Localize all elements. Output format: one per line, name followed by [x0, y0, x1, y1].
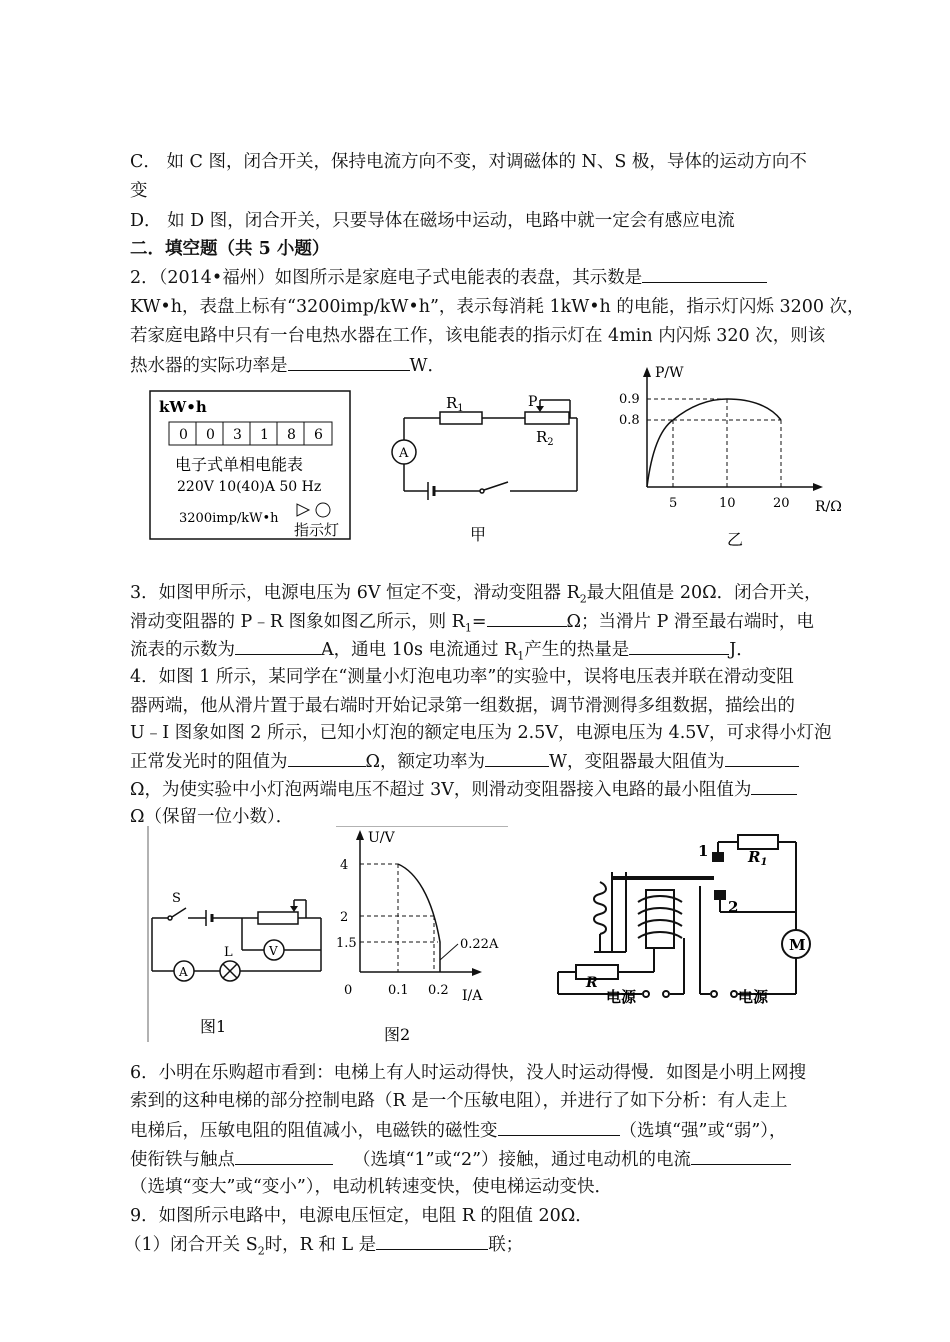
r1-label: $R_1$ [446, 394, 464, 414]
motor-label: M [789, 936, 806, 954]
q4-line1: 4．如图 1 所示，某同学在“测量小灯泡电功率”的实验中，误将电压表并联在滑动变阻 [130, 667, 794, 687]
option-c-line2: 变 [130, 181, 148, 201]
y-axis-label: P/W [655, 365, 684, 381]
contact1-label: 1 [698, 842, 709, 860]
switch-lever [484, 482, 508, 490]
q4-blank-power[interactable] [485, 748, 549, 767]
option-d-line: D． 如 D 图，闭合开关，只要导体在磁场中运动，电路中就一定会有感应电流 [130, 211, 735, 231]
rheostat-r2 [525, 412, 569, 424]
switch-s [172, 908, 186, 917]
caption-fig1: 图1 [200, 1017, 227, 1036]
y-tick: 0.9 [619, 392, 640, 407]
q4-line2: 器两端，他从滑片置于最右端时开始记录第一组数据，调节滑测得多组数据，描绘出的 [130, 696, 795, 716]
meter-name: 电子式单相电能表 [175, 455, 304, 474]
q6-line5: （选填“变大”或“变小”），电动机转速变快，使电梯运动变快． [130, 1177, 613, 1197]
q4-blank-min-r[interactable] [751, 776, 797, 795]
elevator-circuit-figure [550, 822, 840, 1008]
r2-label: $R_2$ [536, 428, 554, 448]
x-axis-label: R/Ω [815, 499, 842, 515]
x-tick: 5 [669, 496, 678, 511]
q3-line2: 滑动变阻器的 P﹣R 图象如图乙所示，则 $R_1= \Omega$；当滑片 P 滑至最右端时，电 [130, 608, 814, 642]
q4-line4: 正常发光时的阻值为 Ω，额定功率为 W，变阻器最大阻值为 [130, 748, 799, 775]
q6-line1: 6．小明在乐购超市看到：电梯上有人时运动得快，没人时运动得慢．如图是小明上网搜 [130, 1063, 807, 1083]
y-axis-arrow-icon [356, 830, 364, 840]
q6-blank-contact[interactable] [235, 1146, 333, 1165]
x-tick: 0.2 [428, 983, 449, 998]
p-label: P [528, 394, 538, 410]
q4-line6: Ω（保留一位小数）． [130, 807, 294, 827]
meter-unit-label: kW•h [159, 398, 207, 416]
q4-line3: U﹣I 图象如图 2 所示，已知小灯泡的额定电压为 2.5V，电源电压为 4.5V，可求得小灯泡 [130, 723, 832, 743]
q6-line2: 索到的这种电梯的部分控制电路（R 是一个压敏电阻），并进行了如下分析：有人走上 [130, 1091, 788, 1111]
graph-yi-figure [615, 365, 855, 550]
q6-blank-current[interactable] [691, 1146, 791, 1165]
meter-digit: 8 [287, 427, 296, 443]
y-tick: 0.8 [619, 413, 640, 428]
graph-fig2-figure [336, 826, 511, 1051]
lamp-label: L [224, 945, 233, 960]
caption-yi: 乙 [727, 530, 744, 549]
q6-blank-magnetism[interactable] [498, 1117, 620, 1136]
q3-blank-heat[interactable] [629, 636, 729, 655]
circuit-jia-figure [380, 388, 585, 548]
resistor-r1 [738, 835, 778, 849]
q2-line4: 热水器的实际功率是 W． [130, 352, 445, 379]
option-c-line1: C． 如 C 图，闭合开关，保持电流方向不变，对调磁体的 N、S 极，导体的运动方向不 [130, 152, 807, 172]
meter-digit: 1 [260, 427, 269, 443]
current-annotation: 0.22A [460, 937, 499, 952]
x-tick: 20 [773, 496, 790, 511]
r-label: R [586, 975, 598, 991]
x-tick: 0.1 [388, 983, 409, 998]
rheostat [258, 912, 298, 924]
meter-imp: 3200imp/kW•h [179, 511, 279, 526]
meter-digit: 0 [206, 427, 215, 443]
x-tick: 10 [719, 496, 736, 511]
y-tick: 2 [340, 910, 349, 925]
meter-lamp-label: 指示灯 [294, 521, 340, 539]
q2-blank-power[interactable] [288, 352, 410, 371]
x-axis-label: I/A [462, 988, 483, 1004]
source1-label: 电源 [606, 988, 637, 1006]
y-axis-arrow-icon [643, 367, 651, 377]
y-axis-label: U/V [368, 830, 395, 846]
q3-line1: 3．如图甲所示，电源电压为 6V 恒定不变，滑动变阻器 $R_2$最大阻值是 20Ω．闭合开关， [130, 583, 822, 606]
q4-line5: Ω，为使实验中小灯泡两端电压不超过 3V，则滑动变阻器接入电路的最小阻值为 [130, 776, 797, 803]
ammeter-label: A [179, 965, 188, 979]
q4-blank-max-r[interactable] [725, 748, 799, 767]
meter-spec: 220V 10(40)A 50 Hz [177, 479, 322, 495]
q6-line4: 使衔铁与触点 （选填“1”或“2”）接触，通过电动机的电流 [130, 1146, 791, 1173]
y-tick: 4 [340, 858, 349, 873]
contact2-label: 2 [728, 898, 739, 916]
electromagnet-coil [638, 896, 682, 938]
meter-digit: 6 [314, 427, 323, 443]
contact-1 [712, 852, 724, 862]
switch-label: S [172, 891, 181, 906]
x-axis-arrow-icon [472, 968, 482, 976]
ammeter-label: A [399, 446, 409, 461]
spring [594, 882, 606, 934]
x-axis-arrow-icon [813, 483, 823, 491]
meter-digit: 0 [179, 427, 188, 443]
contact-2 [714, 890, 726, 900]
q6-line3: 电梯后，压敏电阻的阻值减小，电磁铁的磁性变 （选填“强”或“弱”）， [130, 1117, 787, 1144]
voltmeter-label: V [269, 944, 278, 958]
q9-line1: 9．如图所示电路中，电源电压恒定，电阻 R 的阻值 20Ω． [130, 1206, 593, 1226]
x-tick: 0 [344, 983, 353, 998]
r1-label: $R_1$ [748, 848, 768, 868]
q3-blank-r1[interactable] [487, 608, 567, 627]
q3-blank-current[interactable] [235, 636, 321, 655]
energy-meter-figure [149, 390, 353, 542]
q2-blank-reading[interactable] [642, 264, 767, 283]
power-curve [647, 399, 781, 487]
caption-fig2: 图2 [384, 1025, 411, 1044]
q2-line2: KW•h，表盘上标有“3200imp/kW•h”，表示每消耗 1kW•h 的电能，指示灯闪烁 3200 次， [130, 297, 865, 317]
q9-line2: （1）闭合开关 $S_2$时，R 和 L 是 联； [124, 1231, 523, 1265]
caption-jia: 甲 [470, 525, 487, 544]
meter-digit: 3 [233, 427, 242, 443]
y-tick: 1.5 [336, 936, 357, 951]
section-heading: 二．填空题（共 5 小题） [130, 239, 330, 259]
circuit-fig1-figure [146, 826, 336, 1046]
q2-line3: 若家庭电路中只有一台电热水器在工作，该电能表的指示灯在 4min 内闪烁 320 次，则该 [130, 326, 826, 346]
q3-line3: 流表的示数为 A，通电 10s 电流通过 $R_1$产生的热量是 J． [130, 636, 754, 670]
q2-line1: 2．（2014•福州）如图所示是家庭电子式电能表的表盘，其示数是 [130, 264, 767, 291]
q9-blank-connection[interactable] [376, 1231, 488, 1250]
q4-blank-resistance[interactable] [288, 748, 366, 767]
source2-label: 电源 [738, 988, 769, 1006]
